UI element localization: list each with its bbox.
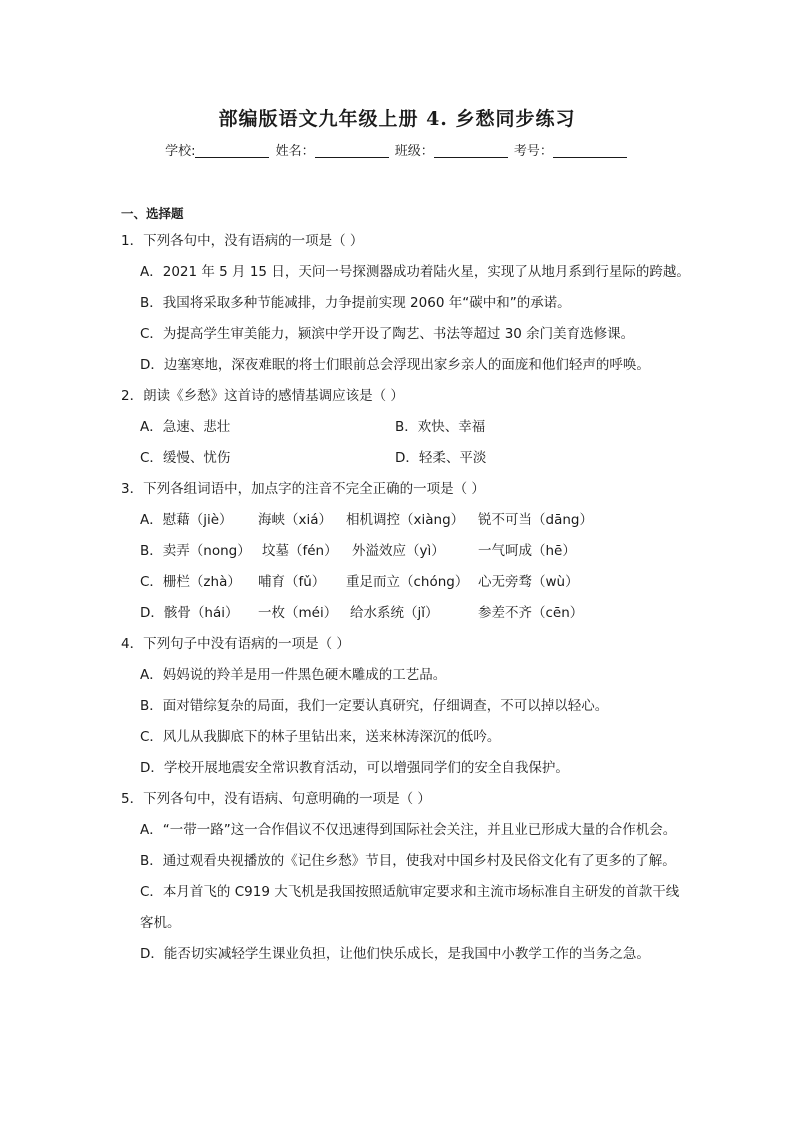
- section-heading: 一、选择题: [121, 206, 184, 221]
- question-2-stem: 2．朗读《乡愁》这首诗的感情基调应该是（ ）: [121, 388, 404, 404]
- q3d-word-2: 一枚（méi）: [258, 605, 338, 621]
- question-5-option-d: D．能否切实减轻学生课业负担，让他们快乐成长，是我国中小教学工作的当务之急。: [140, 946, 650, 962]
- question-3-option-a: [140, 505, 794, 536]
- question-4-option-b: B．面对错综复杂的局面，我们一定要认真研究，仔细调查，不可以掉以轻心。: [140, 698, 609, 714]
- number-blank: [553, 143, 627, 158]
- question-5-option-b: B．通过观看央视播放的《记住乡愁》节目，使我对中国乡村及民俗文化有了更多的了解。: [140, 853, 676, 869]
- question-2-options-row-2: [140, 443, 794, 474]
- question-3-stem: 3．下列各组词语中，加点字的注音不完全正确的一项是（ ）: [121, 481, 485, 497]
- name-blank: [315, 143, 389, 158]
- q3b-word-3: 外溢效应（yì）: [352, 543, 445, 559]
- q3b-word-4: 一气呵成（hē）: [478, 543, 576, 559]
- q3a-word-3: 相机调控（xiàng）: [346, 512, 465, 528]
- number-label: 考号：: [513, 144, 553, 159]
- question-3-option-d: [140, 598, 794, 629]
- question-3-option-c: [140, 567, 794, 598]
- q3c-word-3: 重足而立（chóng）: [346, 574, 469, 590]
- question-1-option-b: B．我国将采取多种节能减排，力争提前实现 2060 年“碳中和”的承诺。: [140, 295, 571, 311]
- question-5-stem: 5．下列各句中，没有语病、句意明确的一项是（ ）: [121, 791, 431, 807]
- question-4-option-d: D．学校开展地震安全常识教育活动，可以增强同学们的安全自我保护。: [140, 760, 569, 776]
- student-info-line: [0, 140, 794, 159]
- q3b-word-2: 坟墓（fén）: [262, 543, 338, 559]
- question-2-option-c: C．缓慢、忧伤: [140, 450, 231, 466]
- q3a-word-4: 锐不可当（dāng）: [478, 512, 593, 528]
- q3d-word-4: 参差不齐（cēn）: [478, 605, 584, 621]
- question-2-options-row-1: [140, 412, 794, 443]
- question-1-option-d: D．边塞寒地，深夜难眠的将士们眼前总会浮现出家乡亲人的面庞和他们轻声的呼唤。: [140, 357, 650, 373]
- question-5-option-a: A．“一带一路”这一合作倡议不仅迅速得到国际社会关注，并且业已形成大量的合作机会。: [140, 822, 677, 838]
- q3a-word-1: A．慰藉（jiè）: [140, 512, 233, 528]
- question-4-option-a: A．妈妈说的羚羊是用一件黑色硬木雕成的工艺品。: [140, 667, 447, 683]
- question-4-option-c: C．风儿从我脚底下的林子里钻出来，送来林涛深沉的低吟。: [140, 729, 501, 745]
- q3a-word-2: 海峡（xiá）: [258, 512, 333, 528]
- class-blank: [434, 143, 508, 158]
- page-title: 部编版语文九年级上册 4. 乡愁同步练习: [218, 108, 576, 130]
- q3b-word-1: B．卖弄（nong）: [140, 543, 251, 559]
- q3d-word-3: 给水系统（jǐ）: [350, 605, 439, 621]
- name-label: 姓名：: [275, 144, 315, 159]
- school-blank: [195, 143, 269, 158]
- question-5-option-c: C．本月首飞的 C919 大飞机是我国按照适航审定要求和主流市场标准自主研发的首款干线客机。: [140, 884, 680, 931]
- school-label: 学校:: [165, 144, 196, 159]
- question-1-option-c: C．为提高学生审美能力，颍滨中学开设了陶艺、书法等超过 30 余门美育选修课。: [140, 326, 635, 342]
- q3c-word-4: 心无旁骛（wù）: [478, 574, 579, 590]
- class-label: 班级：: [394, 144, 434, 159]
- question-1-option-a: A．2021 年 5 月 15 日，天问一号探测器成功着陆火星，实现了从地月系到行星际的跨越。: [140, 264, 690, 280]
- question-2-option-b: B．欢快、幸福: [395, 419, 486, 435]
- question-1-stem: 1．下列各句中，没有语病的一项是（ ）: [121, 233, 364, 249]
- question-3-option-b: [140, 536, 794, 567]
- question-2-option-d: D．轻柔、平淡: [395, 450, 487, 466]
- q3c-word-1: C．栅栏（zhà）: [140, 574, 241, 590]
- question-4-stem: 4．下列句子中没有语病的一项是（ ）: [121, 636, 350, 652]
- questions: [0, 226, 794, 970]
- q3c-word-2: 哺育（fǔ）: [258, 574, 326, 590]
- q3d-word-1: D．骸骨（hái）: [140, 605, 239, 621]
- question-2-option-a: A．急速、悲壮: [140, 419, 231, 435]
